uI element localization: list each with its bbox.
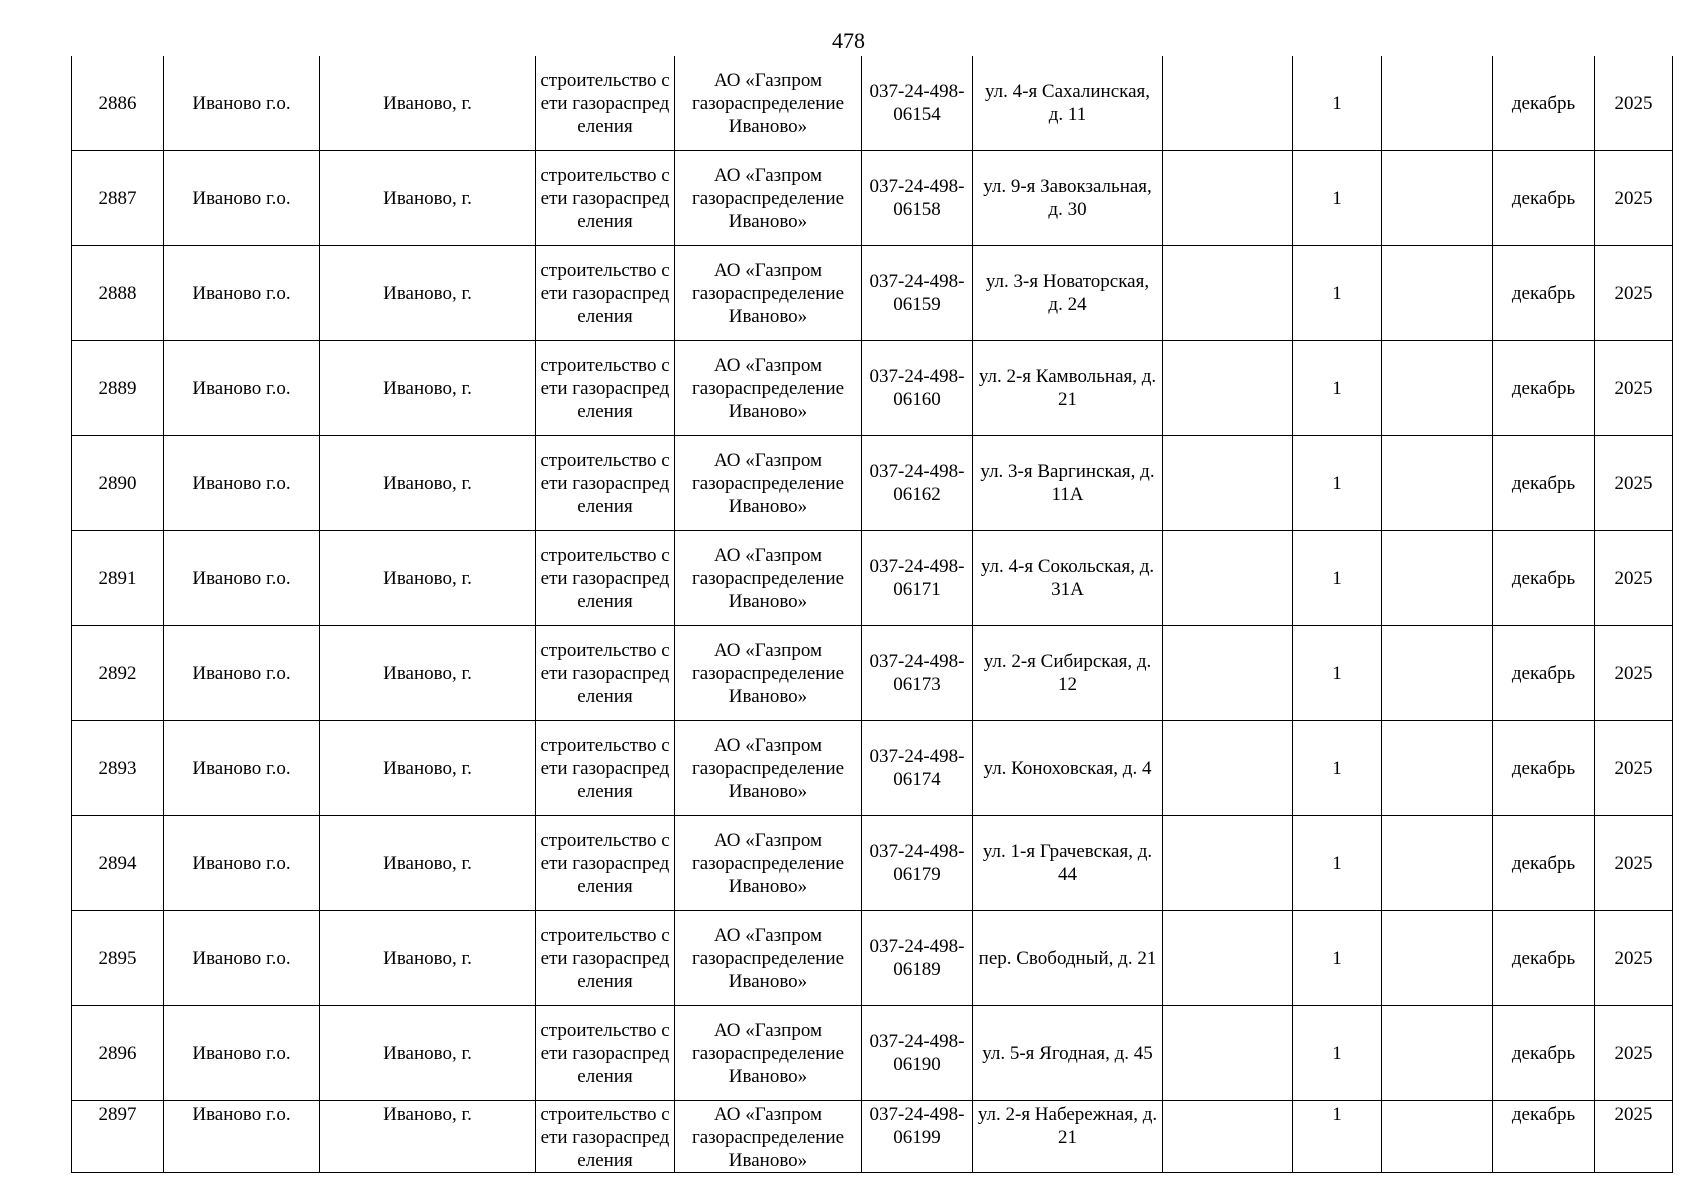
year-cell <box>1595 721 1673 816</box>
settlement-cell-text: Иваново, г. <box>383 662 472 684</box>
year-cell <box>1595 911 1673 1006</box>
table-row <box>72 626 1673 721</box>
page-number: 478 <box>832 28 865 53</box>
district-cell <box>164 56 320 151</box>
row-number-cell-text: 2896 <box>98 1042 137 1064</box>
empty-cell <box>1382 1101 1493 1173</box>
year-cell <box>1595 531 1673 626</box>
month-cell <box>1493 531 1595 626</box>
quantity-cell <box>1293 626 1382 721</box>
address-cell-text: ул. 4-я Сахалинская, д. 11 <box>984 81 1151 125</box>
quantity-cell <box>1293 1101 1382 1173</box>
company-cell-text: АО «Газпром газораспределение Иваново» <box>691 164 845 232</box>
table-row <box>72 531 1673 626</box>
month-cell <box>1493 246 1595 341</box>
object-code-cell-text: 037-24-498-06171 <box>869 556 965 600</box>
object-code-cell <box>862 341 973 436</box>
settlement-cell <box>320 1101 536 1173</box>
district-cell-text: Иваново г.о. <box>192 472 291 494</box>
settlement-cell <box>320 341 536 436</box>
quantity-cell <box>1293 911 1382 1006</box>
row-number-cell <box>72 1006 164 1101</box>
row-number-cell-text: 2891 <box>98 567 137 589</box>
work-type-cell-text: строительство сети газораспределения <box>540 639 670 707</box>
district-cell-text: Иваново г.о. <box>192 1042 291 1064</box>
object-code-cell-text: 037-24-498-06154 <box>869 81 965 125</box>
district-cell-text: Иваново г.о. <box>192 92 291 114</box>
year-cell-text: 2025 <box>1614 567 1653 589</box>
row-number-cell <box>72 56 164 151</box>
table-row <box>72 1006 1673 1101</box>
month-cell <box>1493 436 1595 531</box>
quantity-cell <box>1293 531 1382 626</box>
quantity-cell-text: 1 <box>1332 92 1342 114</box>
company-cell <box>675 531 862 626</box>
address-cell <box>973 436 1163 531</box>
work-type-cell-text: строительство сети газораспределения <box>540 734 670 802</box>
row-number-cell <box>72 816 164 911</box>
row-number-cell-text: 2895 <box>98 947 137 969</box>
company-cell <box>675 436 862 531</box>
month-cell-text: декабрь <box>1511 567 1576 589</box>
object-code-cell <box>862 531 973 626</box>
district-cell <box>164 531 320 626</box>
settlement-cell <box>320 531 536 626</box>
district-cell-text: Иваново г.о. <box>192 282 291 304</box>
quantity-cell <box>1293 151 1382 246</box>
settlement-cell <box>320 626 536 721</box>
table-row <box>72 436 1673 531</box>
table-row <box>72 721 1673 816</box>
district-cell-text: Иваново г.о. <box>192 662 291 684</box>
object-code-cell-text: 037-24-498-06160 <box>869 366 965 410</box>
company-cell <box>675 626 862 721</box>
month-cell-text: декабрь <box>1511 187 1576 209</box>
work-type-cell-text: строительство сети газораспределения <box>540 544 670 612</box>
settlement-cell <box>320 911 536 1006</box>
month-cell-text: декабрь <box>1511 92 1576 114</box>
address-cell <box>973 1006 1163 1101</box>
work-type-cell-text: строительство сети газораспределения <box>540 1104 670 1171</box>
work-type-cell <box>536 721 675 816</box>
object-code-cell-text: 037-24-498-06162 <box>869 461 965 505</box>
object-code-cell-text: 037-24-498-06173 <box>869 651 965 695</box>
year-cell <box>1595 246 1673 341</box>
company-cell <box>675 816 862 911</box>
settlement-cell-text: Иваново, г. <box>383 377 472 399</box>
company-cell-text: АО «Газпром газораспределение Иваново» <box>691 1104 845 1171</box>
settlement-cell-text: Иваново, г. <box>383 92 472 114</box>
district-cell-text: Иваново г.о. <box>192 187 291 209</box>
year-cell <box>1595 151 1673 246</box>
address-cell <box>973 626 1163 721</box>
year-cell-text: 2025 <box>1614 187 1653 209</box>
district-cell <box>164 911 320 1006</box>
work-type-cell-text: строительство сети газораспределения <box>540 1019 670 1087</box>
row-number-cell <box>72 1101 164 1173</box>
year-cell-text: 2025 <box>1614 1104 1653 1125</box>
month-cell <box>1493 341 1595 436</box>
company-cell <box>675 341 862 436</box>
settlement-cell <box>320 436 536 531</box>
row-number-cell <box>72 246 164 341</box>
quantity-cell-text: 1 <box>1332 757 1342 779</box>
work-type-cell <box>536 816 675 911</box>
address-cell-text: ул. 2-я Камвольная, д. 21 <box>978 366 1157 410</box>
row-number-cell <box>72 531 164 626</box>
year-cell <box>1595 816 1673 911</box>
quantity-cell-text: 1 <box>1332 187 1342 209</box>
work-type-cell <box>536 246 675 341</box>
address-cell-text: ул. 4-я Сокольская, д. 31А <box>980 556 1155 600</box>
table-row <box>72 151 1673 246</box>
work-type-cell <box>536 1101 675 1173</box>
row-number-cell <box>72 436 164 531</box>
empty-cell <box>1163 721 1293 816</box>
district-cell <box>164 151 320 246</box>
year-cell-text: 2025 <box>1614 757 1653 779</box>
table-row <box>72 341 1673 436</box>
empty-cell <box>1163 816 1293 911</box>
month-cell <box>1493 626 1595 721</box>
empty-cell <box>1382 721 1493 816</box>
row-number-cell-text: 2886 <box>98 92 137 114</box>
address-cell <box>973 531 1163 626</box>
company-cell-text: АО «Газпром газораспределение Иваново» <box>691 829 845 897</box>
quantity-cell-text: 1 <box>1332 567 1342 589</box>
empty-cell <box>1163 1101 1293 1173</box>
quantity-cell-text: 1 <box>1332 947 1342 969</box>
empty-cell <box>1163 436 1293 531</box>
quantity-cell <box>1293 341 1382 436</box>
company-cell <box>675 1101 862 1173</box>
district-cell <box>164 341 320 436</box>
empty-cell <box>1382 1006 1493 1101</box>
table-row <box>72 56 1673 151</box>
work-type-cell-text: строительство сети газораспределения <box>540 354 670 422</box>
company-cell <box>675 56 862 151</box>
row-number-cell <box>72 721 164 816</box>
object-code-cell <box>862 816 973 911</box>
row-number-cell-text: 2893 <box>98 757 137 779</box>
company-cell <box>675 1006 862 1101</box>
company-cell-text: АО «Газпром газораспределение Иваново» <box>691 354 845 422</box>
row-number-cell <box>72 151 164 246</box>
month-cell <box>1493 56 1595 151</box>
year-cell <box>1595 626 1673 721</box>
address-cell <box>973 721 1163 816</box>
address-cell-text: ул. 3-я Новаторская, д. 24 <box>985 271 1150 315</box>
object-code-cell <box>862 911 973 1006</box>
month-cell-text: декабрь <box>1511 1042 1576 1064</box>
empty-cell <box>1382 626 1493 721</box>
month-cell <box>1493 721 1595 816</box>
address-cell-text: ул. 1-я Грачевская, д. 44 <box>982 841 1153 885</box>
settlement-cell-text: Иваново, г. <box>383 567 472 589</box>
district-cell-text: Иваново г.о. <box>192 947 291 969</box>
empty-cell <box>1163 911 1293 1006</box>
object-code-cell <box>862 151 973 246</box>
district-cell <box>164 1006 320 1101</box>
address-cell <box>973 816 1163 911</box>
empty-cell <box>1163 626 1293 721</box>
object-code-cell <box>862 246 973 341</box>
empty-cell <box>1163 1006 1293 1101</box>
object-code-cell <box>862 721 973 816</box>
empty-cell <box>1382 341 1493 436</box>
district-cell <box>164 626 320 721</box>
address-cell-text: пер. Свободный, д. 21 <box>978 947 1157 969</box>
object-code-cell <box>862 56 973 151</box>
settlement-cell <box>320 56 536 151</box>
address-cell <box>973 151 1163 246</box>
year-cell-text: 2025 <box>1614 662 1653 684</box>
year-cell-text: 2025 <box>1614 92 1653 114</box>
empty-cell <box>1163 246 1293 341</box>
district-cell-text: Иваново г.о. <box>192 1104 291 1125</box>
company-cell-text: АО «Газпром газораспределение Иваново» <box>691 544 845 612</box>
month-cell <box>1493 151 1595 246</box>
settlement-cell <box>320 1006 536 1101</box>
object-code-cell <box>862 436 973 531</box>
address-cell <box>973 1101 1163 1173</box>
settlement-cell-text: Иваново, г. <box>383 1042 472 1064</box>
company-cell-text: АО «Газпром газораспределение Иваново» <box>691 734 845 802</box>
district-cell <box>164 1101 320 1173</box>
row-number-cell-text: 2887 <box>98 187 137 209</box>
company-cell <box>675 911 862 1006</box>
company-cell-text: АО «Газпром газораспределение Иваново» <box>691 639 845 707</box>
object-code-cell-text: 037-24-498-06199 <box>869 1104 965 1148</box>
month-cell-text: декабрь <box>1511 947 1576 969</box>
company-cell-text: АО «Газпром газораспределение Иваново» <box>691 1019 845 1087</box>
gas-network-table <box>71 56 1673 1173</box>
year-cell <box>1595 56 1673 151</box>
work-type-cell <box>536 531 675 626</box>
settlement-cell <box>320 246 536 341</box>
month-cell-text: декабрь <box>1511 377 1576 399</box>
table-row <box>72 816 1673 911</box>
empty-cell <box>1382 151 1493 246</box>
district-cell <box>164 246 320 341</box>
district-cell-text: Иваново г.о. <box>192 757 291 779</box>
company-cell-text: АО «Газпром газораспределение Иваново» <box>691 449 845 517</box>
quantity-cell <box>1293 436 1382 531</box>
company-cell-text: АО «Газпром газораспределение Иваново» <box>691 259 845 327</box>
table-body <box>72 56 1673 1173</box>
quantity-cell-text: 1 <box>1332 852 1342 874</box>
row-number-cell-text: 2890 <box>98 472 137 494</box>
row-number-cell-text: 2892 <box>98 662 137 684</box>
company-cell <box>675 246 862 341</box>
settlement-cell-text: Иваново, г. <box>383 472 472 494</box>
district-cell <box>164 436 320 531</box>
object-code-cell-text: 037-24-498-06159 <box>869 271 965 315</box>
address-cell-text: ул. 9-я Завокзальная, д. 30 <box>983 176 1152 220</box>
empty-cell <box>1382 911 1493 1006</box>
month-cell <box>1493 816 1595 911</box>
work-type-cell <box>536 626 675 721</box>
quantity-cell-text: 1 <box>1332 1104 1342 1125</box>
address-cell-text: ул. 2-я Набережная, д. 21 <box>977 1104 1158 1148</box>
month-cell-text: декабрь <box>1511 662 1576 684</box>
company-cell <box>675 721 862 816</box>
month-cell <box>1493 1101 1595 1173</box>
settlement-cell <box>320 151 536 246</box>
quantity-cell-text: 1 <box>1332 282 1342 304</box>
district-cell-text: Иваново г.о. <box>192 852 291 874</box>
district-cell-text: Иваново г.о. <box>192 567 291 589</box>
work-type-cell <box>536 436 675 531</box>
object-code-cell-text: 037-24-498-06174 <box>869 746 965 790</box>
address-cell <box>973 911 1163 1006</box>
empty-cell <box>1382 56 1493 151</box>
year-cell-text: 2025 <box>1614 472 1653 494</box>
month-cell-text: декабрь <box>1511 472 1576 494</box>
settlement-cell-text: Иваново, г. <box>383 947 472 969</box>
work-type-cell <box>536 341 675 436</box>
object-code-cell-text: 037-24-498-06190 <box>869 1031 965 1075</box>
year-cell-text: 2025 <box>1614 947 1653 969</box>
district-cell <box>164 816 320 911</box>
year-cell-text: 2025 <box>1614 852 1653 874</box>
quantity-cell-text: 1 <box>1332 472 1342 494</box>
object-code-cell <box>862 1101 973 1173</box>
settlement-cell <box>320 816 536 911</box>
district-cell-text: Иваново г.о. <box>192 377 291 399</box>
empty-cell <box>1382 246 1493 341</box>
object-code-cell <box>862 626 973 721</box>
quantity-cell <box>1293 1006 1382 1101</box>
address-cell-text: ул. 2-я Сибирская, д. 12 <box>983 651 1152 695</box>
company-cell-text: АО «Газпром газораспределение Иваново» <box>691 924 845 992</box>
settlement-cell-text: Иваново, г. <box>383 282 472 304</box>
address-cell-text: ул. Коноховская, д. 4 <box>983 757 1152 779</box>
settlement-cell-text: Иваново, г. <box>383 1104 472 1125</box>
month-cell-text: декабрь <box>1511 852 1576 874</box>
quantity-cell-text: 1 <box>1332 377 1342 399</box>
settlement-cell-text: Иваново, г. <box>383 757 472 779</box>
work-type-cell-text: строительство сети газораспределения <box>540 449 670 517</box>
object-code-cell-text: 037-24-498-06158 <box>869 176 965 220</box>
empty-cell <box>1163 341 1293 436</box>
table-row <box>72 1101 1673 1173</box>
month-cell-text: декабрь <box>1511 1104 1576 1125</box>
object-code-cell-text: 037-24-498-06179 <box>869 841 965 885</box>
empty-cell <box>1382 531 1493 626</box>
empty-cell <box>1163 531 1293 626</box>
quantity-cell <box>1293 816 1382 911</box>
row-number-cell-text: 2897 <box>98 1104 137 1125</box>
work-type-cell-text: строительство сети газораспределения <box>540 259 670 327</box>
quantity-cell <box>1293 246 1382 341</box>
work-type-cell-text: строительство сети газораспределения <box>540 829 670 897</box>
year-cell-text: 2025 <box>1614 282 1653 304</box>
quantity-cell <box>1293 56 1382 151</box>
address-cell <box>973 341 1163 436</box>
year-cell-text: 2025 <box>1614 377 1653 399</box>
year-cell <box>1595 341 1673 436</box>
settlement-cell-text: Иваново, г. <box>383 187 472 209</box>
quantity-cell <box>1293 721 1382 816</box>
object-code-cell <box>862 1006 973 1101</box>
address-cell-text: ул. 3-я Варгинская, д. 11А <box>980 461 1155 505</box>
address-cell <box>973 56 1163 151</box>
month-cell <box>1493 1006 1595 1101</box>
quantity-cell-text: 1 <box>1332 662 1342 684</box>
month-cell-text: декабрь <box>1511 757 1576 779</box>
settlement-cell-text: Иваново, г. <box>383 852 472 874</box>
row-number-cell <box>72 626 164 721</box>
work-type-cell-text: строительство сети газораспределения <box>540 164 670 232</box>
address-cell-text: ул. 5-я Ягодная, д. 45 <box>982 1042 1153 1064</box>
company-cell-text: АО «Газпром газораспределение Иваново» <box>691 69 845 137</box>
district-cell <box>164 721 320 816</box>
year-cell <box>1595 1101 1673 1173</box>
address-cell <box>973 246 1163 341</box>
empty-cell <box>1163 56 1293 151</box>
quantity-cell-text: 1 <box>1332 1042 1342 1064</box>
month-cell-text: декабрь <box>1511 282 1576 304</box>
row-number-cell-text: 2889 <box>98 377 137 399</box>
settlement-cell <box>320 721 536 816</box>
work-type-cell <box>536 56 675 151</box>
year-cell-text: 2025 <box>1614 1042 1653 1064</box>
work-type-cell <box>536 151 675 246</box>
table-row <box>72 246 1673 341</box>
row-number-cell-text: 2888 <box>98 282 137 304</box>
row-number-cell <box>72 341 164 436</box>
empty-cell <box>1163 151 1293 246</box>
work-type-cell-text: строительство сети газораспределения <box>540 924 670 992</box>
year-cell <box>1595 1006 1673 1101</box>
empty-cell <box>1382 816 1493 911</box>
empty-cell <box>1382 436 1493 531</box>
row-number-cell <box>72 911 164 1006</box>
table-row <box>72 911 1673 1006</box>
work-type-cell <box>536 911 675 1006</box>
work-type-cell-text: строительство сети газораспределения <box>540 69 670 137</box>
object-code-cell-text: 037-24-498-06189 <box>869 936 965 980</box>
work-type-cell <box>536 1006 675 1101</box>
month-cell <box>1493 911 1595 1006</box>
year-cell <box>1595 436 1673 531</box>
row-number-cell-text: 2894 <box>98 852 137 874</box>
company-cell <box>675 151 862 246</box>
